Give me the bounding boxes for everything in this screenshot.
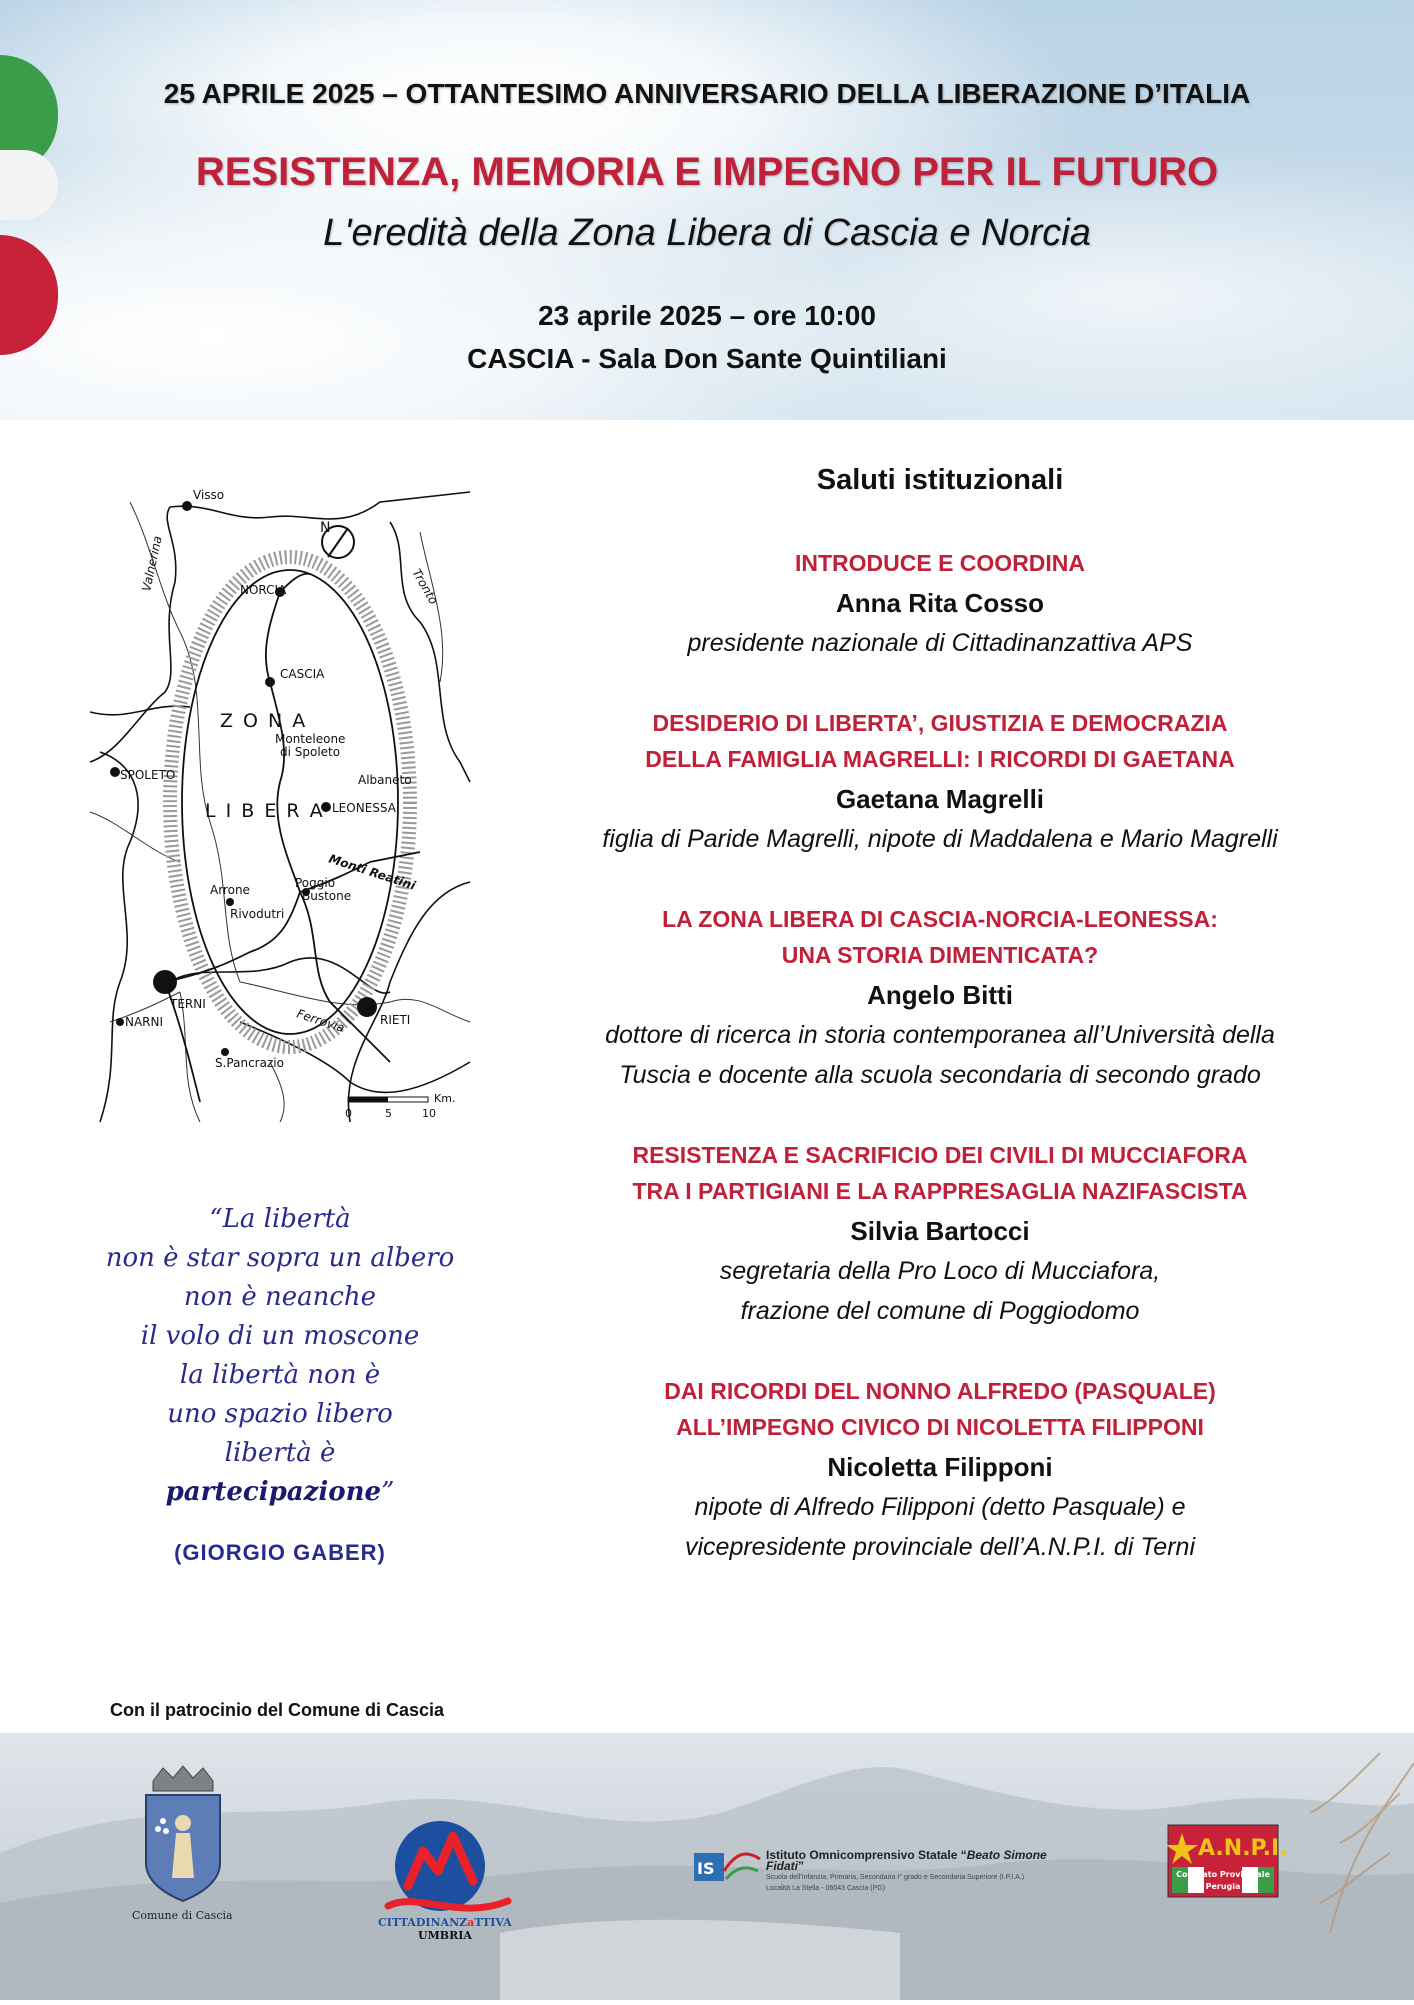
svg-text:Rivodutri: Rivodutri: [230, 907, 285, 921]
quote-author: (GIORGIO GABER): [174, 1540, 386, 1565]
svg-text:S.Pancrazio: S.Pancrazio: [215, 1056, 284, 1070]
svg-text:Comitato Provinciale: Comitato Provinciale: [1176, 1870, 1270, 1879]
page-subtitle: L'eredità della Zona Libera di Cascia e Norcia: [323, 212, 1091, 254]
svg-text:Albaneto: Albaneto: [358, 773, 412, 787]
svg-text:Poggio: Poggio: [295, 876, 336, 890]
istituto-fidati-text: [766, 1850, 1086, 1894]
item-role: dottore di ricerca in storia contemporanea all’Università della: [605, 1021, 1275, 1049]
quote-close-mark: ”: [381, 1477, 395, 1507]
svg-text:UMBRIA: UMBRIA: [418, 1929, 472, 1942]
quote-keyword: partecipazione: [165, 1477, 382, 1507]
comune-cascia-label: Comune di Cascia: [132, 1909, 233, 1922]
item-role: Tuscia e docente alla scuola secondaria di secondo grado: [619, 1061, 1261, 1089]
item-speaker: Angelo Bitti: [867, 980, 1013, 1010]
item-speaker: Silvia Bartocci: [850, 1216, 1030, 1246]
item-topic: LA ZONA LIBERA DI CASCIA-NORCIA-LEONESSA:: [662, 906, 1218, 932]
quote-line: non è neanche: [183, 1282, 377, 1312]
item-topic: DELLA FAMIGLIA MAGRELLI: I RICORDI DI GAETANA: [645, 746, 1235, 772]
svg-text:Arrone: Arrone: [210, 883, 250, 897]
istituto-address: Località La Stella - 06043 Cascia (PG): [766, 1885, 886, 1892]
svg-text:Valnerina: Valnerina: [139, 534, 165, 593]
istituto-fidati-logo-icon: [692, 1841, 762, 1886]
svg-text:CITTADINANZaTTIVA: CITTADINANZaTTIVA: [378, 1916, 512, 1929]
item-role: vicepresidente provinciale dell’A.N.P.I. di Terni: [685, 1533, 1195, 1561]
cittadinanzattiva-logo-icon: [378, 1811, 518, 1941]
quote-line: la libertà non è: [179, 1360, 381, 1390]
comune-cascia-crest-icon: [138, 1763, 228, 1903]
svg-text:Perugia: Perugia: [1205, 1882, 1241, 1891]
svg-text:IS: IS: [697, 1859, 715, 1878]
anpi-logo-icon: [1168, 1825, 1288, 1897]
item-role: nipote di Alfredo Filipponi (detto Pasquale) e: [694, 1493, 1186, 1521]
program-title: Saluti istituzionali: [816, 464, 1064, 496]
svg-text:TERNI: TERNI: [170, 997, 206, 1011]
svg-text:0: 0: [345, 1107, 352, 1120]
svg-text:NORCIA: NORCIA: [240, 583, 287, 597]
quote-line: libertà è: [224, 1438, 336, 1468]
svg-text:LEONESSA: LEONESSA: [332, 801, 396, 815]
svg-text:Ferrovia: Ferrovia: [295, 1006, 347, 1036]
svg-text:Monteleone: Monteleone: [275, 732, 346, 746]
quote-line: non è star sopra un albero: [105, 1243, 455, 1273]
svg-text:Visso: Visso: [193, 488, 225, 502]
patronage-note: Con il patrocinio del Comune di Cascia: [110, 1700, 445, 1720]
program-item: [560, 705, 1320, 859]
svg-text:Km.: Km.: [434, 1092, 456, 1105]
program-item: [560, 1137, 1320, 1331]
svg-text:Z O N A: Z O N A: [220, 710, 308, 732]
item-speaker: Gaetana Magrelli: [835, 784, 1045, 814]
istituto-name: Istituto Omnicomprensivo Statale “Beato Simone Fidati”: [766, 1848, 1047, 1873]
item-topic: RESISTENZA E SACRIFICIO DEI CIVILI DI MUCCIAFORA: [632, 1142, 1248, 1168]
anniversary-line: 25 APRILE 2025 – OTTANTESIMO ANNIVERSARIO DELLA LIBERAZIONE D’ITALIA: [163, 78, 1251, 109]
event-date-time: 23 aprile 2025 – ore 10:00: [538, 300, 876, 331]
item-role: presidente nazionale di Cittadinanzattiva APS: [687, 629, 1193, 657]
item-role: figlia di Paride Magrelli, nipote di Maddalena e Mario Magrelli: [602, 825, 1278, 853]
program-section: [560, 455, 1320, 1609]
header-banner: [0, 0, 1414, 420]
svg-text:di Spoleto: di Spoleto: [280, 745, 341, 759]
item-role: segretaria della Pro Loco di Mucciafora,: [719, 1257, 1161, 1285]
item-topic: UNA STORIA DIMENTICATA?: [781, 942, 1099, 968]
program-item: [560, 901, 1320, 1095]
item-role: frazione del comune di Poggiodomo: [740, 1297, 1140, 1325]
svg-text:RIETI: RIETI: [380, 1013, 411, 1027]
svg-text:10: 10: [422, 1107, 436, 1120]
program-item: [560, 545, 1320, 663]
quote-line: “La libertà: [209, 1204, 351, 1234]
item-topic: TRA I PARTIGIANI E LA RAPPRESAGLIA NAZIFASCISTA: [632, 1178, 1248, 1204]
footer-logos-band: [0, 1733, 1414, 2000]
svg-text:Monti Reatini: Monti Reatini: [327, 851, 418, 893]
quote-line: uno spazio libero: [167, 1399, 393, 1429]
zona-libera-map: [90, 462, 470, 1122]
svg-text:A.N.P.I.: A.N.P.I.: [1198, 1836, 1288, 1861]
item-topic: DAI RICORDI DEL NONNO ALFREDO (PASQUALE): [664, 1378, 1216, 1404]
program-item: [560, 1373, 1320, 1567]
quote-line: il volo di un moscone: [140, 1321, 420, 1351]
page-title: RESISTENZA, MEMORIA E IMPEGNO PER IL FUTURO: [195, 150, 1219, 194]
svg-text:Bustone: Bustone: [302, 889, 352, 903]
quote-line: [80, 1473, 480, 1512]
istituto-schools: Scuola dell'Infanzia, Primaria, Secondaria I° grado e Secondaria Superiore (I.P.I.A.): [766, 1874, 1025, 1881]
svg-text:L I B E R A: L I B E R A: [205, 800, 325, 822]
item-speaker: Nicoletta Filipponi: [827, 1452, 1053, 1482]
svg-text:Tronto: Tronto: [409, 566, 441, 607]
svg-text:SPOLETO: SPOLETO: [120, 768, 176, 782]
item-speaker: Anna Rita Cosso: [835, 588, 1045, 618]
svg-text:5: 5: [385, 1107, 392, 1120]
item-topic: INTRODUCE E COORDINA: [794, 550, 1086, 576]
item-topic: DESIDERIO DI LIBERTA’, GIUSTIZIA E DEMOCRAZIA: [652, 710, 1228, 736]
event-venue: CASCIA - Sala Don Sante Quintiliani: [467, 343, 947, 374]
item-topic: ALL’IMPEGNO CIVICO DI NICOLETTA FILIPPONI: [676, 1414, 1204, 1440]
svg-text:N: N: [320, 520, 331, 536]
svg-text:CASCIA: CASCIA: [280, 667, 325, 681]
gaber-quote: [80, 1200, 480, 1512]
svg-text:NARNI: NARNI: [125, 1015, 164, 1029]
